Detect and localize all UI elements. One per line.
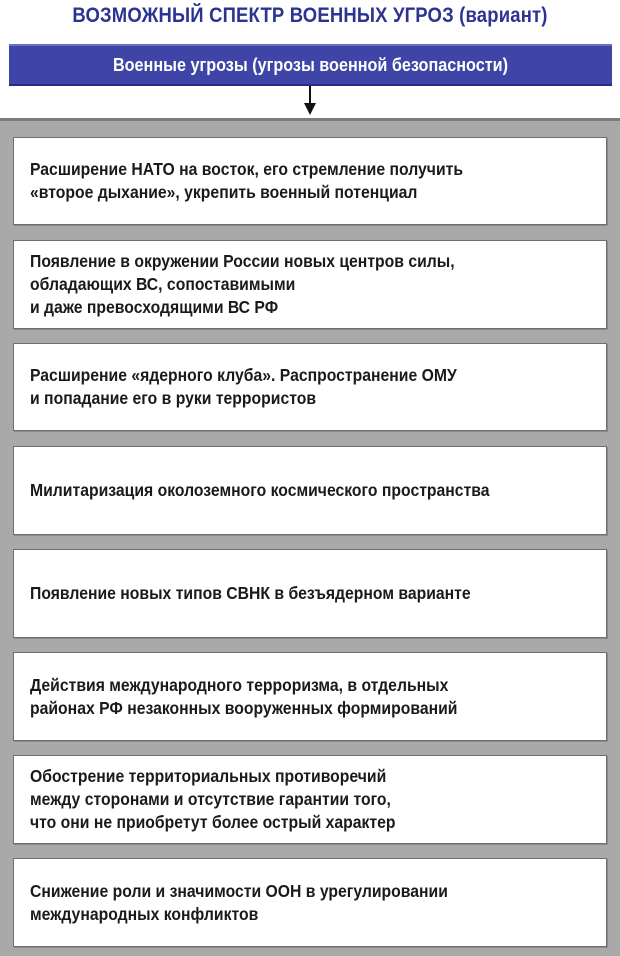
threat-item-8 [13,858,607,947]
threat-text-1: Расширение НАТО на восток, его стремление получить «второе дыхание», укрепить военный потенциал [30,159,464,202]
threat-item-5 [13,549,607,638]
threat-text-7: Обострение территориальных противоречий между сторонами и отсутствие гарантии того, что они не приобретут более острый характер [30,766,396,832]
threat-text-4: Милитаризация околоземного космического пространства [30,480,490,500]
threat-item-3 [13,343,607,431]
threat-item-2 [13,240,607,329]
header-bar [9,44,612,86]
threat-text-6: Действия международного терроризма, в отдельных районах РФ незаконных вооруженных формирований [30,674,458,718]
threat-text-3: Расширение «ядерного клуба». Распространение ОМУ и попадание его в руки террористов [30,365,457,408]
threat-text-5: Появление новых типов СВНК в безъядерном варианте [30,583,471,603]
header-label: Военные угрозы (угрозы военной безопасности) [112,54,509,75]
threats-panel [0,118,620,956]
diagram-title: ВОЗМОЖНЫЙ СПЕКТР ВОЕННЫХ УГРОЗ (вариант) [72,4,548,27]
threat-item-7 [13,755,607,844]
arrow-head-icon [304,103,316,115]
threat-text-2: Появление в окружении России новых центров силы, обладающих ВС, сопоставимыми и даже превосходящими ВС РФ [30,251,455,317]
threat-item-6 [13,652,607,741]
threat-text-8: Снижение роли и значимости ООН в урегулировании международных конфликтов [30,880,448,924]
arrow-down-icon [309,86,311,104]
threat-item-4 [13,446,607,535]
threat-item-1 [13,137,607,225]
